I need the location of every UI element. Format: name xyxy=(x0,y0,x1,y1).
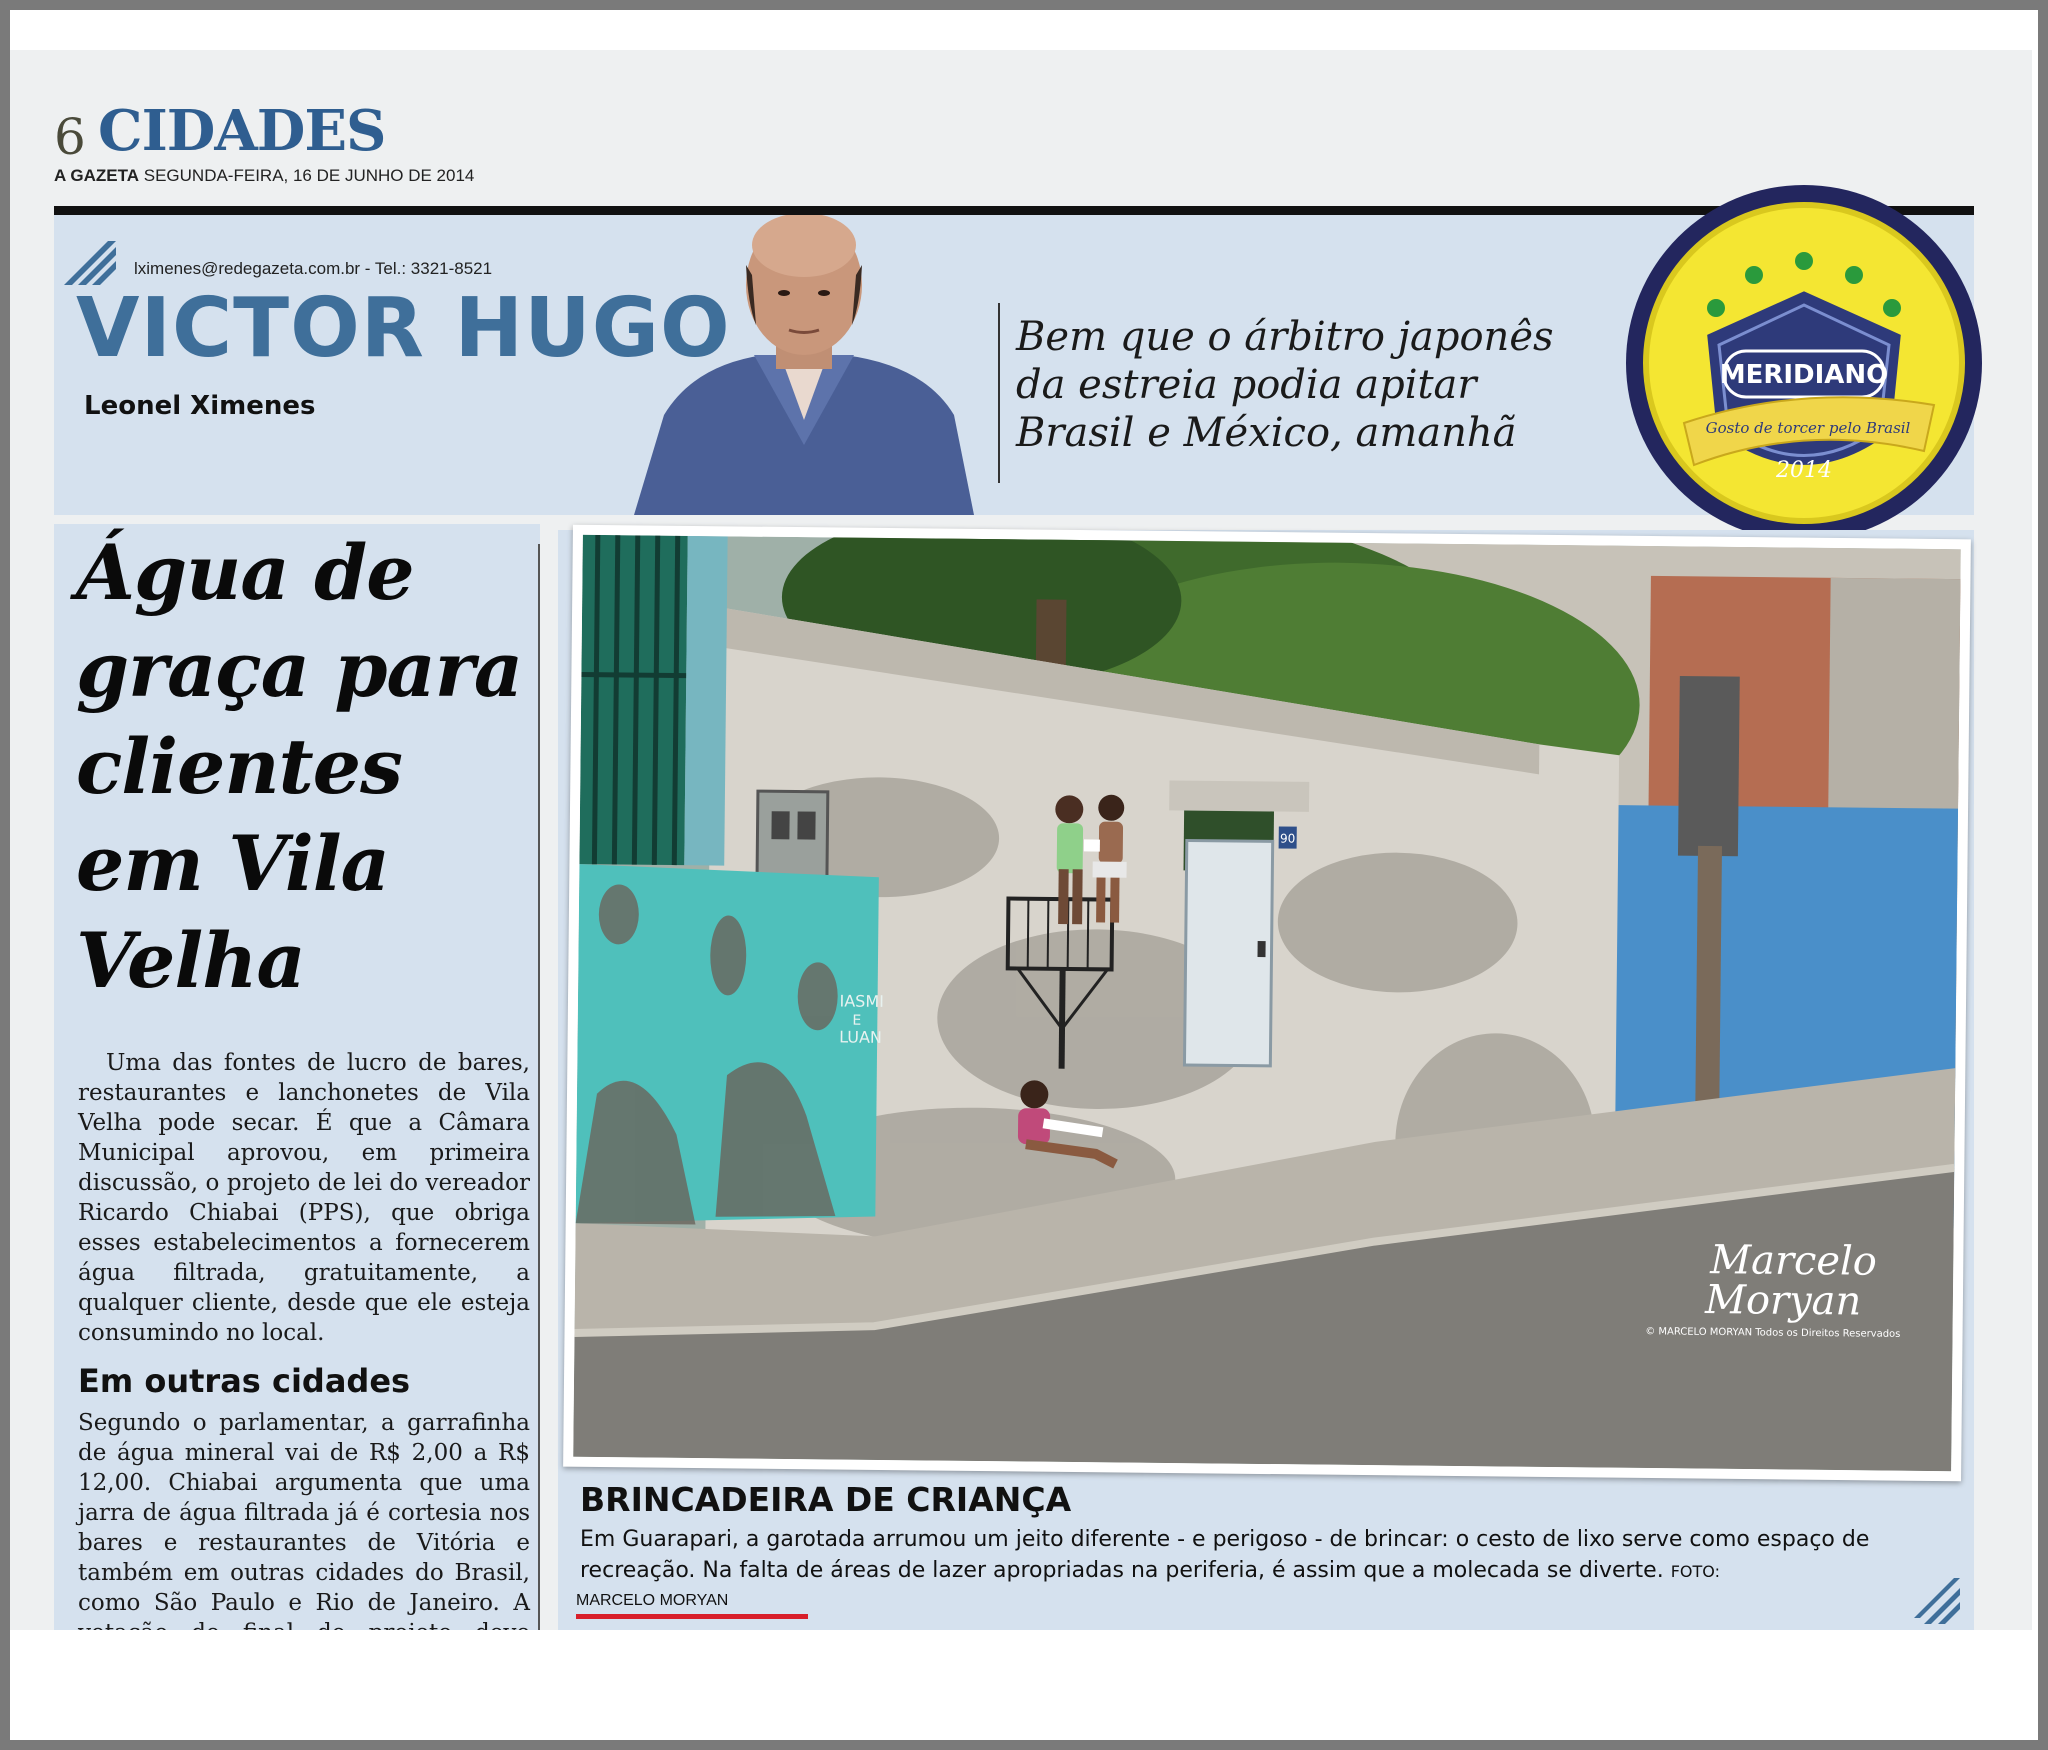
photo-title: BRINCADEIRA DE CRIANÇA xyxy=(580,1480,1072,1519)
graffiti-line-3: LUAN xyxy=(839,1027,883,1047)
article-paragraph-2: Segundo o parlamentar, a garrafinha de água mineral vai de R$ 2,00 a R$ 12,00. Chiabai argumenta que uma jarra de água filtrada já é cortesia nos bares e restaurantes de Vitória e também em outras cidades do Brasil, como São Paulo e Rio de Janeiro. A xyxy=(78,1410,530,1616)
column-rule xyxy=(538,544,540,1670)
paper-name: A GAZETA xyxy=(54,166,139,185)
article-paragraph-1: Uma das fontes de lucro de bares, restaurantes e lanchonetes de Vila Velha pode secar. É que a Câmara Municipal aprovou, em primeira discussão, o projeto de lei do vereador Ricardo Chiabai (PPS), que obriga esses estabelecimentos a fornecerem água filtrada, gratuitamente, a qualquer cliente, desde que ele esteja consumindo no local. xyxy=(78,1050,530,1346)
column-teaser: Bem que o árbitro japonês da estreia podia apitar Brasil e México, amanhã xyxy=(1016,314,1554,456)
dateline xyxy=(54,166,474,186)
meridiano-badge-logo xyxy=(1624,183,1984,543)
column-name: VICTOR HUGO xyxy=(76,281,731,376)
street-photo xyxy=(563,525,1971,1482)
newspaper-page xyxy=(10,50,2032,1630)
caption-text: Em Guarapari, a garotada arrumou um jeito diferente - e perigoso - de brincar: o cesto de lixo serve como espaço de recreação. Na falta de áreas de lazer apropriadas na periferia, é assim que a molecada se diverte. xyxy=(580,1527,1870,1583)
badge-ribbon: Gosto de torcer pelo Brasil xyxy=(1705,419,1911,437)
watermark-rights: © MARCELO MORYAN Todos os Direitos Reservados xyxy=(1645,1326,1901,1340)
photo-panel xyxy=(558,530,1974,1642)
section-title: CIDADES xyxy=(98,98,386,164)
photo-credit: MARCELO MORYAN xyxy=(576,1592,808,1619)
author-portrait xyxy=(634,215,974,515)
graffiti-line-1: IASMI xyxy=(839,991,884,1011)
page-frame xyxy=(10,10,2038,1740)
article-headline: Água de graça para clientes em Vila Velha xyxy=(76,528,523,1005)
photo-caption xyxy=(580,1524,1950,1587)
watermark-line-1: Marcelo xyxy=(1710,1237,1878,1285)
stripes-icon xyxy=(64,233,116,285)
corner-stripes-icon xyxy=(1914,1578,1960,1624)
article-subhead: Em outras cidades xyxy=(78,1362,411,1400)
graffiti-line-2: E xyxy=(852,1012,862,1029)
badge-year: 2014 xyxy=(1776,458,1832,483)
watermark-line-2: Moryan xyxy=(1704,1276,1862,1325)
column-contact: lximenes@redegazeta.com.br - Tel.: 3321-8521 xyxy=(134,259,493,278)
column-banner xyxy=(54,215,1974,515)
badge-brand: MERIDIANO xyxy=(1719,360,1889,390)
page-margin xyxy=(10,1630,2038,1740)
article-column xyxy=(54,524,540,1670)
street-scene-image xyxy=(573,535,1961,1471)
column-author: Leonel Ximenes xyxy=(84,391,316,421)
page-number: 6 xyxy=(54,108,86,166)
house-number: 90 xyxy=(1280,831,1296,846)
edition-date: SEGUNDA-FEIRA, 16 DE JUNHO DE 2014 xyxy=(143,166,475,185)
caption-foto-label: FOTO: xyxy=(1670,1562,1720,1581)
banner-divider xyxy=(998,303,1000,483)
